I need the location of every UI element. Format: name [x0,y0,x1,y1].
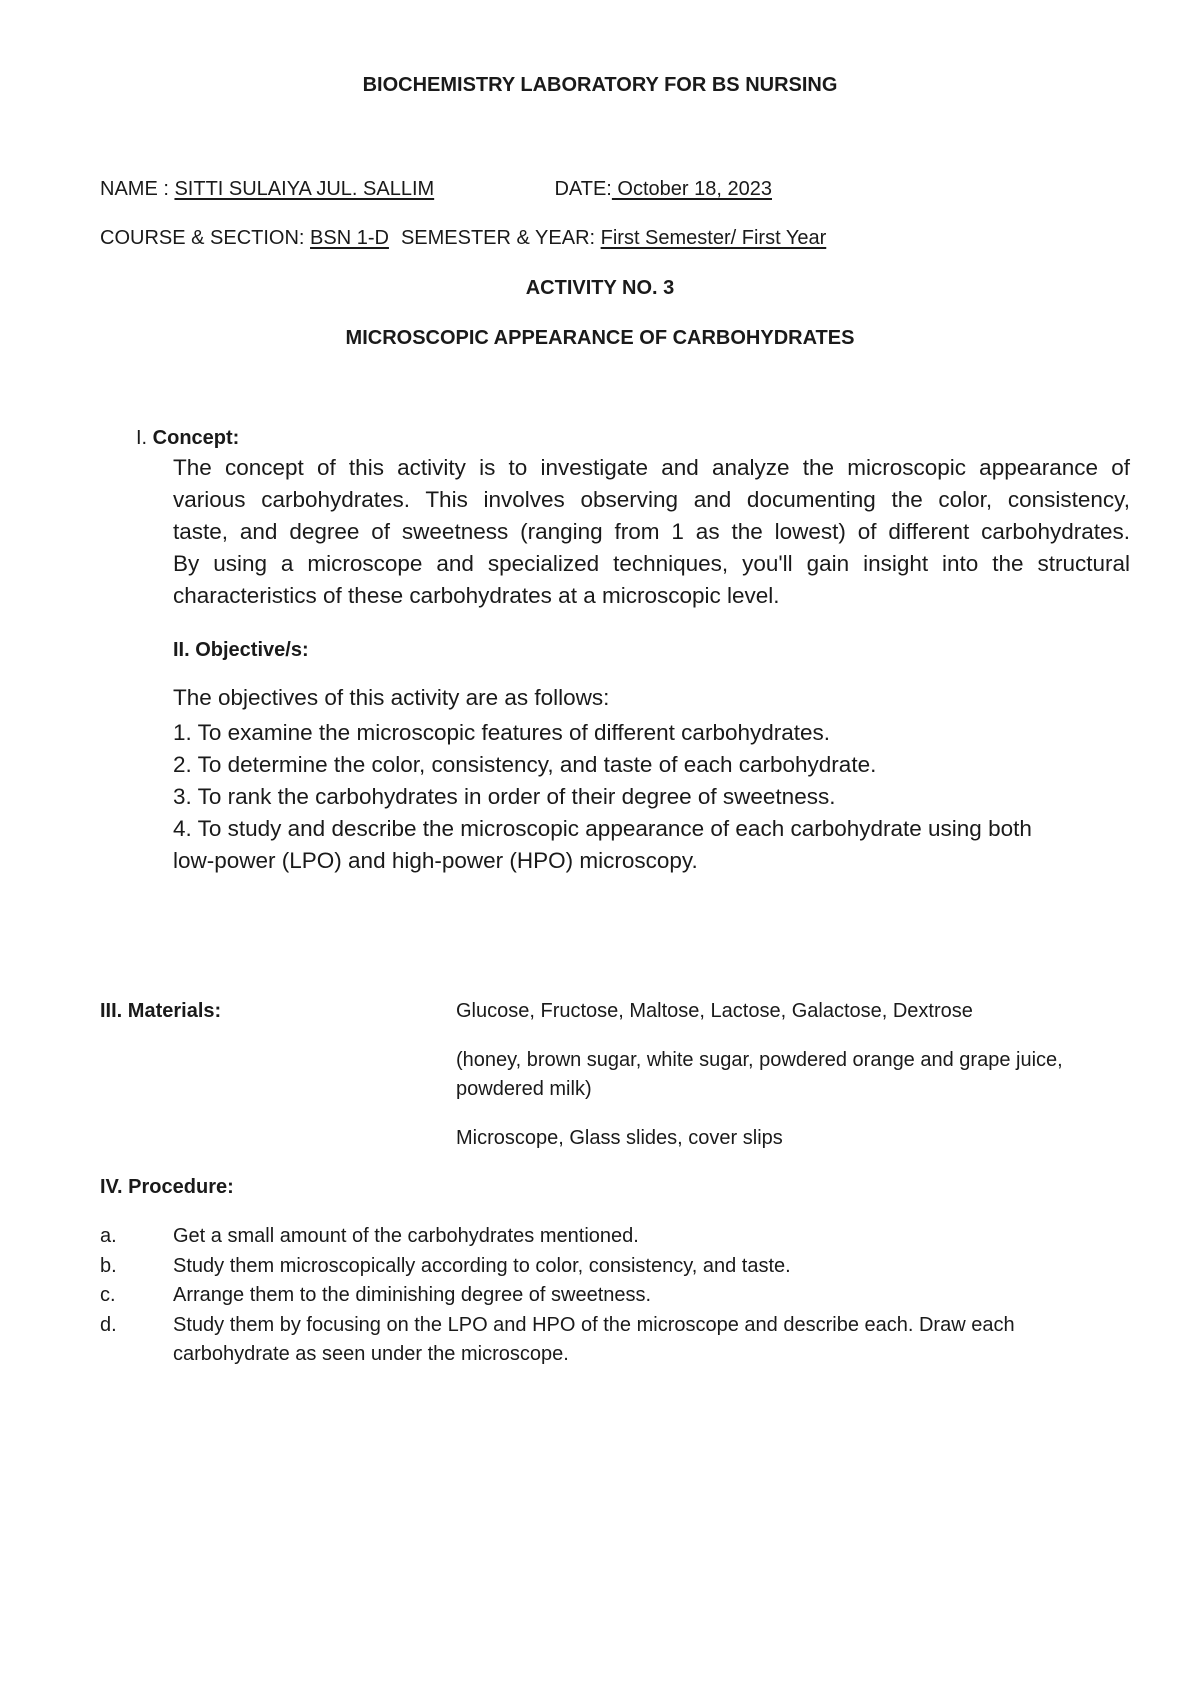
procedure-marker: d. [100,1313,117,1336]
concept-line: taste, and degree of sweetness (ranging from 1 as the lowest) of different carbohydrates. [173,519,1130,544]
objectives-heading: II. Objective/s: [173,639,309,661]
objective-item: 3. To rank the carbohydrates in order of their degree of sweetness. [173,784,836,809]
procedure-step [100,1311,1140,1370]
materials-equipment: Microscope, Glass slides, cover slips [456,1127,783,1149]
materials-heading: III. Materials: [100,1000,222,1022]
concept-line: various carbohydrates. This involves observing and documenting the color, consistency, [173,487,1130,512]
materials-household [456,1046,1176,1104]
date-label: DATE: [554,178,612,200]
concept-paragraph [173,452,1130,612]
objectives-intro: The objectives of this activity are as follows: [173,685,610,710]
objective-item: low-power (LPO) and high-power (HPO) microscopy. [173,848,698,873]
objectives-list [173,717,1032,877]
procedure-text: Get a small amount of the carbohydrates mentioned. [173,1225,639,1247]
concept-heading [136,427,239,450]
procedure-text-continued: carbohydrate as seen under the microscope. [173,1343,569,1365]
concept-numeral: I. [136,427,153,449]
procedure-step [100,1281,1140,1311]
activity-number: ACTIVITY NO. 3 [525,277,675,299]
procedure-marker: b. [100,1254,117,1277]
objective-item: 2. To determine the color, consistency, and taste of each carbohydrate. [173,752,877,777]
objective-item: 1. To examine the microscopic features of different carbohydrates. [173,720,831,745]
concept-line: The concept of this activity is to investigate and analyze the microscopic appearance of [173,455,1130,480]
document-title: BIOCHEMISTRY LABORATORY FOR BS NURSING [362,74,838,96]
materials-household-line: powdered milk) [456,1078,592,1100]
procedure-text: Study them microscopically according to color, consistency, and taste. [173,1254,791,1277]
course-label: COURSE & SECTION: [100,227,311,249]
procedure-list [100,1222,1140,1370]
procedure-heading: IV. Procedure: [100,1176,234,1198]
name-date-line [100,178,772,201]
procedure-marker: a. [100,1225,117,1247]
name-label: NAME : [100,178,175,200]
concept-line: characteristics of these carbohydrates at a microscopic level. [173,583,780,608]
procedure-text: Study them by focusing on the LPO and HPO of the microscope and describe each. Draw each [173,1313,1015,1336]
date-value: October 18, 2023 [611,178,772,200]
materials-household-line: (honey, brown sugar, white sugar, powdered orange and grape juice, [456,1049,1063,1071]
procedure-step [100,1252,1140,1282]
name-value: SITTI SULAIYA JUL. SALLIM [174,178,435,200]
concept-line: By using a microscope and specialized techniques, you'll gain insight into the structural [173,551,1130,576]
semester-value: First Semester/ First Year [600,227,827,249]
procedure-text: Arrange them to the diminishing degree of sweetness. [173,1284,652,1306]
procedure-marker: c. [100,1284,116,1306]
procedure-step [100,1222,1140,1252]
semester-label: SEMESTER & YEAR: [400,227,601,249]
objective-item: 4. To study and describe the microscopic appearance of each carbohydrate using both [173,816,1032,841]
activity-title: MICROSCOPIC APPEARANCE OF CARBOHYDRATES [345,327,855,349]
materials-chemicals: Glucose, Fructose, Maltose, Lactose, Galactose, Dextrose [456,1000,973,1022]
course-semester-line [100,227,826,250]
concept-heading-text: Concept: [152,427,240,449]
course-value: BSN 1-D [310,227,389,249]
